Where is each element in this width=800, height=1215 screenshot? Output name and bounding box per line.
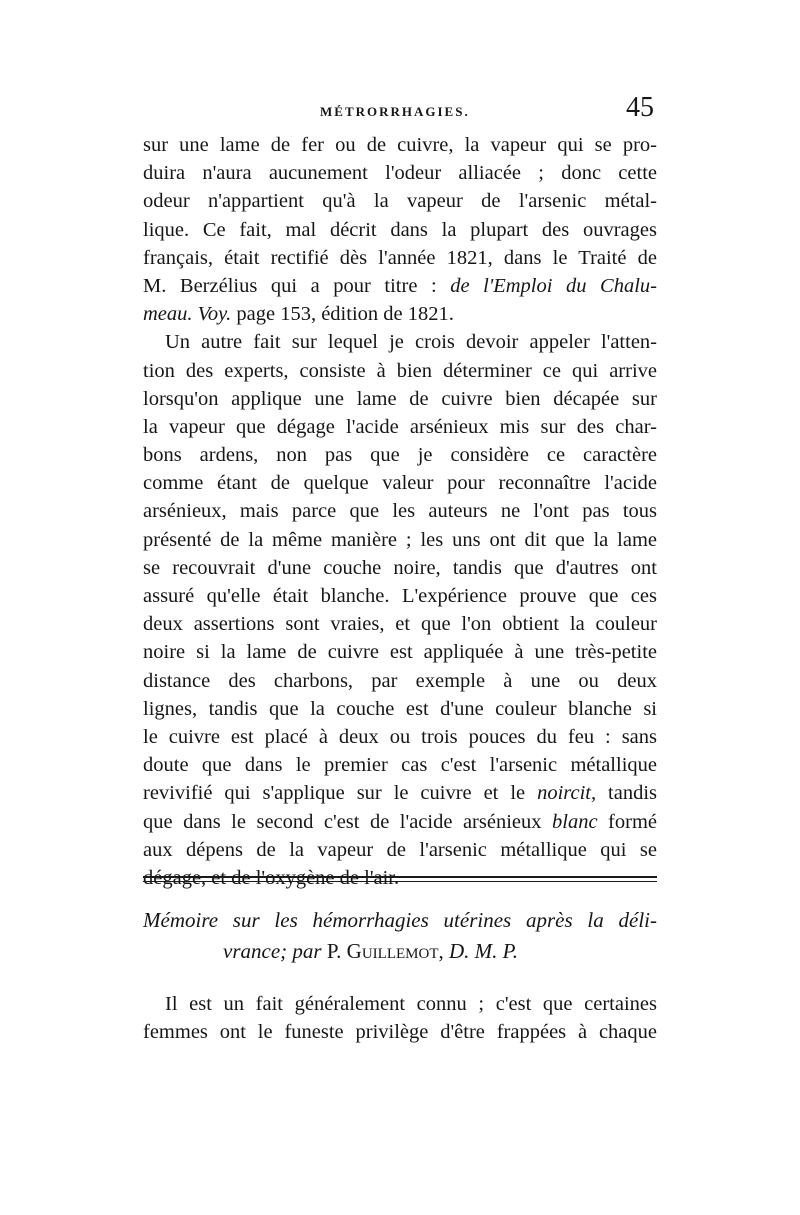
- italic-word: blanc: [552, 810, 598, 833]
- text-line: tion des experts, consiste à bien déterminer ce qui arrive: [143, 359, 657, 382]
- text-line: Un autre fait sur lequel je crois devoir appeler l'atten-: [165, 331, 657, 354]
- text-segment: formé: [608, 810, 657, 833]
- page-number: 45: [626, 92, 654, 123]
- citation-text: page 153, édition de 1821.: [236, 303, 454, 326]
- text-line: Il est un fait généralement connu ; c'est que certaines: [165, 993, 657, 1015]
- article-title-line: Mémoire sur les hémorrhagies utérines après la déli-: [143, 908, 657, 932]
- text-line: comme étant de quelque valeur pour reconnaître l'acide: [143, 472, 657, 495]
- divider-rule-thin: [143, 881, 657, 882]
- text-line: présenté de la même manière ; les uns ont dit que la lame: [143, 528, 657, 551]
- divider-rule-thick: [143, 876, 657, 878]
- running-head: MÉTRORRHAGIES.: [320, 104, 470, 119]
- text-line: [143, 779, 657, 807]
- article-title: [143, 905, 657, 967]
- text-line: [143, 808, 657, 836]
- book-title-italic: de l'Emploi du Chalu-: [450, 274, 658, 297]
- book-title-italic-end: meau.: [143, 303, 193, 326]
- text-line: se recouvrait d'une couche noire, tandis que d'autres ont: [143, 556, 657, 579]
- text-line: lorsqu'on applique une lame de cuivre bien décapée sur: [143, 387, 657, 410]
- text-line: arsénieux, mais parce que les auteurs ne l'ont pas tous: [143, 500, 657, 523]
- text-line: français, était rectifié dès l'année 1821, dans le Traité de: [143, 246, 657, 269]
- author-initial: P.: [326, 939, 342, 963]
- text-line: la vapeur que dégage l'acide arsénieux mis sur des char-: [143, 415, 657, 438]
- text-line: odeur n'appartient qu'à la vapeur de l'arsenic métal-: [143, 190, 657, 213]
- text-line: lignes, tandis que la couche est d'une couleur blanche si: [143, 697, 657, 720]
- text-line: [143, 272, 657, 300]
- text-segment: M. Berzélius qui a pour titre :: [143, 274, 437, 297]
- body-text-block: [143, 131, 657, 892]
- title-segment: vrance; par: [223, 939, 322, 963]
- section-divider: [143, 876, 657, 882]
- text-line: femmes ont le funeste privilège d'être frappées à chaque: [143, 1021, 657, 1044]
- italic-word: noircit,: [537, 782, 597, 805]
- text-line: [143, 300, 657, 328]
- text-segment: revivifié qui s'applique sur le cuivre et le: [143, 782, 526, 805]
- text-line: distance des charbons, par exemple à une ou deux: [143, 669, 657, 692]
- body-text-block: [143, 990, 657, 1046]
- text-line: sur une lame de fer ou de cuivre, la vapeur qui se pro-: [143, 134, 657, 156]
- article-title-line: vrance; par P. Guillemot, D. M. P.: [223, 939, 519, 963]
- voy-abbreviation: Voy.: [197, 303, 232, 326]
- text-line: lique. Ce fait, mal décrit dans la plupart des ouvrages: [143, 218, 657, 241]
- text-line: doute que dans le premier cas c'est l'arsenic métallique: [143, 754, 657, 777]
- text-line: duira n'aura aucunement l'odeur alliacée ; donc cette: [143, 162, 657, 185]
- text-line: aux dépens de la vapeur de l'arsenic métallique qui se: [143, 838, 657, 861]
- text-line: le cuivre est placé à deux ou trois pouces du feu : sans: [143, 725, 657, 748]
- author-degree: D. M. P.: [449, 939, 519, 963]
- text-segment: tandis: [608, 782, 657, 805]
- text-line: bons ardens, non pas que je considère ce caractère: [143, 444, 657, 467]
- text-segment: que dans le second c'est de l'acide arsénieux: [143, 810, 542, 833]
- text-line: deux assertions sont vraies, et que l'on obtient la couleur: [143, 613, 657, 636]
- page-header: [140, 90, 660, 130]
- text-line: noire si la lame de cuivre est appliquée à une très-petite: [143, 641, 657, 664]
- text-line: assuré qu'elle était blanche. L'expérience prouve que ces: [143, 585, 657, 607]
- author-name: Guillemot: [346, 939, 439, 963]
